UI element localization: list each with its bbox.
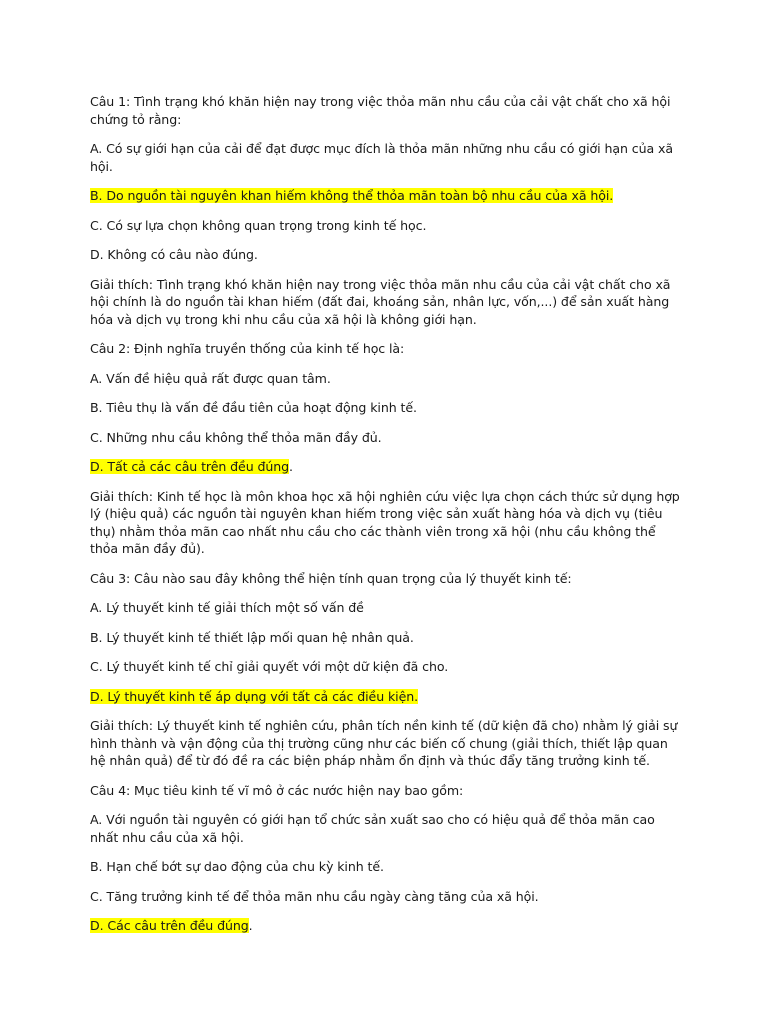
question-4-text: Câu 4: Mục tiêu kinh tế vĩ mô ở các nước hiện nay bao gồm: xyxy=(90,782,464,798)
answer-highlight: D. Tất cả các câu trên đều đúng xyxy=(90,459,290,474)
document-body xyxy=(90,93,680,947)
question-1-option-a: A. Có sự giới hạn của cải để đạt được mục đích là thỏa mãn những nhu cầu có giới hạn của xã hội. xyxy=(90,141,673,174)
question-4-option-b: B. Hạn chế bớt sự dao động của chu kỳ kinh tế. xyxy=(90,859,384,874)
question-1-explanation: Giải thích: Tình trạng khó khăn hiện nay trong việc thỏa mãn nhu cầu của cải vật chất cho xã hội chính là do nguồn tài khan hiếm (đất đai, khoáng sản, nhân lực, vốn,...) để sản xuất hàng hóa và dịch vụ trong khi nhu cầu của xã hội là không giới hạn. xyxy=(90,276,671,327)
trailing-period: . xyxy=(248,918,253,933)
question-4-option-c: C. Tăng trưởng kinh tế để thỏa mãn nhu cầu ngày càng tăng của xã hội. xyxy=(90,888,539,904)
question-3-option-c: C. Lý thuyết kinh tế chỉ giải quyết với một dữ kiện đã cho. xyxy=(90,659,449,674)
answer-highlight: B. Do nguồn tài nguyên khan hiếm không thể thỏa mãn toàn bộ nhu cầu của xã hội. xyxy=(90,188,614,203)
trailing-period: . xyxy=(289,459,293,474)
question-4-option-a: A. Với nguồn tài nguyên có giới hạn tổ chức sản xuất sao cho có hiệu quả để thỏa mãn cao nhất nhu cầu của xã hội. xyxy=(90,812,655,845)
question-3-option-d-answer xyxy=(90,688,680,706)
question-3-option-a: A. Lý thuyết kinh tế giải thích một số vấn đề xyxy=(90,600,364,615)
question-1-text: Câu 1: Tình trạng khó khăn hiện nay trong việc thỏa mãn nhu cầu của cải vật chất cho xã hội chứng tỏ rằng: xyxy=(90,94,671,127)
question-2-option-a: A. Vấn đề hiệu quả rất được quan tâm. xyxy=(90,370,331,386)
answer-highlight: D. Lý thuyết kinh tế áp dụng với tất cả các điều kiện. xyxy=(90,688,419,704)
question-1-option-d: D. Không có câu nào đúng. xyxy=(90,247,258,262)
question-1-option-c: C. Có sự lựa chọn không quan trọng trong kinh tế học. xyxy=(90,217,427,233)
question-2-option-c: C. Những nhu cầu không thể thỏa mãn đầy đủ. xyxy=(90,429,382,445)
question-1-option-b-answer xyxy=(90,187,680,205)
question-4-option-d-answer xyxy=(90,917,680,935)
question-3-text: Câu 3: Câu nào sau đây không thể hiện tính quan trọng của lý thuyết kinh tế: xyxy=(90,570,572,586)
question-3-option-b: B. Lý thuyết kinh tế thiết lập mối quan hệ nhân quả. xyxy=(90,629,414,645)
question-2-text: Câu 2: Định nghĩa truyền thống của kinh tế học là: xyxy=(90,341,405,356)
answer-highlight: D. Các câu trên đều đúng xyxy=(90,918,249,933)
question-2-option-b: B. Tiêu thụ là vấn đề đầu tiên của hoạt động kinh tế. xyxy=(90,400,417,415)
question-3-explanation: Giải thích: Lý thuyết kinh tế nghiên cứu, phân tích nền kinh tế (dữ kiện đã cho) nhằm lý giải sự hình thành và vận động của thị trường cũng như các biến cố chung (giải thích, thiết lập quan hệ nhân quả) để từ đó đề ra các biện pháp nhằm ổn định và thúc đẩy tăng trưởng kinh tế. xyxy=(90,718,678,768)
question-2-explanation: Giải thích: Kinh tế học là môn khoa học xã hội nghiên cứu việc lựa chọn cách thức sử dụng hợp lý (hiệu quả) các nguồn tài nguyên khan hiếm trong việc sản xuất hàng hóa và dịch vụ (tiêu thụ) nhằm thỏa mãn cao nhất nhu cầu cho các thành viên trong xã hội (nhu cầu không thể thỏa mãn đầy đủ). xyxy=(90,488,680,556)
question-2-option-d-answer xyxy=(90,458,680,476)
